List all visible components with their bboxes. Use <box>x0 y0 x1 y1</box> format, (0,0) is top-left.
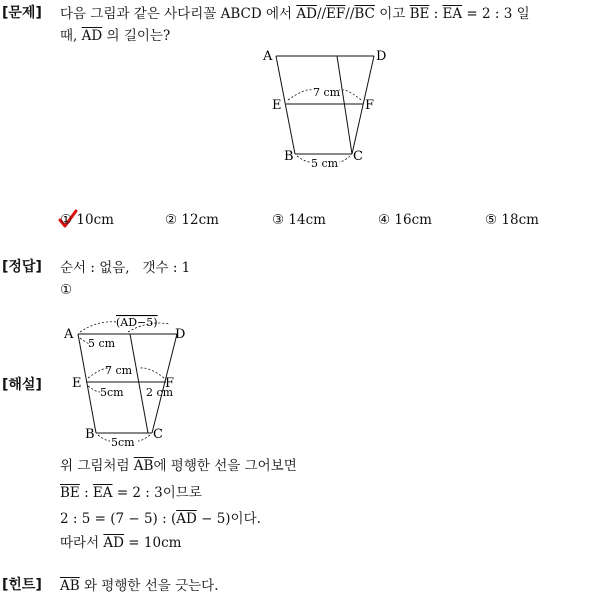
vertex-e: E <box>272 98 282 113</box>
explanation-line2 <box>60 481 202 501</box>
bc-brace-left <box>297 156 310 162</box>
explanation-line3 <box>60 507 261 527</box>
exp-line1-suffix: 에 평행한 선을 그어보면 <box>153 458 297 474</box>
exp-line3-prefix: 2 : 5 = (7 − 5) : ( <box>60 511 177 527</box>
answer-value: ① <box>60 282 73 298</box>
question-line1 <box>60 2 530 22</box>
segment-ab: $\overline{AB}$ <box>133 458 154 474</box>
vertex-c: C <box>353 149 363 164</box>
diagonal-guide <box>337 56 352 154</box>
segment-ad: $\overline{AD}$ <box>296 6 317 22</box>
segment-ab: $\overline{AB}$ <box>60 578 80 594</box>
segment-ea: $\overline{EA}$ <box>442 6 463 22</box>
choice-5-num: ⑤ <box>485 212 498 228</box>
choice-3-text: 14cm <box>288 212 326 228</box>
choice-4-num: ④ <box>378 212 391 228</box>
explanation-line4 <box>60 531 181 551</box>
choice-2-num: ② <box>165 212 178 228</box>
top-brace <box>80 322 118 332</box>
explanation-tag: [해설] <box>2 377 42 393</box>
segment-bc: $\overline{BC}$ <box>354 6 375 22</box>
hint-tag: [힌트] <box>2 577 42 593</box>
choice-5[interactable] <box>485 212 539 228</box>
question-line2 <box>60 24 170 44</box>
segment-be: $\overline{BE}$ <box>60 485 80 501</box>
exp-line4-prefix: 따라서 <box>60 535 100 551</box>
exp-line2-colon: : <box>79 485 93 501</box>
ef-length: 7 cm <box>313 86 341 99</box>
choice-1-num: ① <box>60 212 73 228</box>
segment-ad: $\overline{AD}$ <box>103 535 124 551</box>
hint-suffix: 와 평행한 선을 긋는다. <box>83 578 219 594</box>
question-line1-prefix: 다음 그림과 같은 사다리꼴 ABCD 에서 <box>60 6 293 22</box>
exp-line2-suffix: = 2 : 3이므로 <box>116 485 202 501</box>
ef-brace-left <box>288 90 312 100</box>
question-line2-prefix: 때, <box>60 28 78 44</box>
mid-label: 7 cm <box>105 364 133 377</box>
vertex-f: F <box>165 376 175 391</box>
ratio-colon: : <box>429 6 443 22</box>
parallel-line-ab <box>130 334 148 433</box>
hint-line <box>60 574 219 594</box>
bc-length: 5 cm <box>311 157 339 170</box>
exp-line4-suffix: = 10cm <box>128 535 182 551</box>
trapezoid-figure <box>255 44 385 172</box>
mid-right-label: 2 cm <box>146 386 174 399</box>
segment-ea: $\overline{EA}$ <box>92 485 113 501</box>
mid-low-brace <box>88 386 100 392</box>
vertex-e: E <box>72 376 82 391</box>
vertex-b: B <box>284 149 294 164</box>
explanation-figure <box>58 312 193 452</box>
vertex-a: A <box>64 327 74 342</box>
vertex-a: A <box>263 49 273 64</box>
choice-1[interactable] <box>60 212 114 228</box>
choice-1-text: 10cm <box>76 212 114 228</box>
bc-brace-right <box>339 156 350 162</box>
choice-4[interactable] <box>378 212 432 228</box>
segment-ad: $\overline{AD}$ <box>176 511 197 527</box>
choice-3-num: ③ <box>272 212 285 228</box>
answer-order: 순서 : 없음, <box>60 260 130 276</box>
question-tag: [문제] <box>2 5 42 21</box>
bottom-brace-left <box>98 435 110 441</box>
top-left-label: 5 cm <box>88 337 116 350</box>
parallel-sep: // <box>316 6 327 22</box>
exp-line1-prefix: 위 그림처럼 <box>60 458 130 474</box>
mid-left-label: 5cm <box>100 386 124 399</box>
bottom-label: 5cm <box>111 436 135 449</box>
segment-ad: $\overline{AD}$ <box>81 28 103 44</box>
choice-3[interactable] <box>272 212 326 228</box>
answer-meta <box>60 256 190 276</box>
vertex-f: F <box>365 98 375 113</box>
choice-2[interactable] <box>165 212 219 228</box>
ratio-tail: = 2 : 3 일 <box>466 6 530 22</box>
answer-tag: [정답] <box>2 259 42 275</box>
mid-brace-right <box>140 368 164 378</box>
segment-be: $\overline{BE}$ <box>409 6 430 22</box>
top-label: (AD−5) <box>116 316 158 329</box>
choice-2-text: 12cm <box>181 212 219 228</box>
vertex-d: D <box>175 327 186 342</box>
vertex-c: C <box>153 427 163 442</box>
exp-line3-suffix: − 5)이다. <box>201 511 261 527</box>
question-line2-suffix: 의 길이는? <box>106 28 171 44</box>
choice-4-text: 16cm <box>394 212 432 228</box>
answer-count: 갯수 : 1 <box>142 260 191 276</box>
bottom-brace-right <box>138 435 150 441</box>
parallel-sep: // <box>345 6 355 22</box>
vertex-b: B <box>85 427 95 442</box>
choice-5-text: 18cm <box>501 212 539 228</box>
question-mid: 이고 <box>379 6 406 22</box>
vertex-d: D <box>376 49 387 64</box>
segment-ef: $\overline{EF}$ <box>326 6 346 22</box>
explanation-line1 <box>60 454 297 474</box>
